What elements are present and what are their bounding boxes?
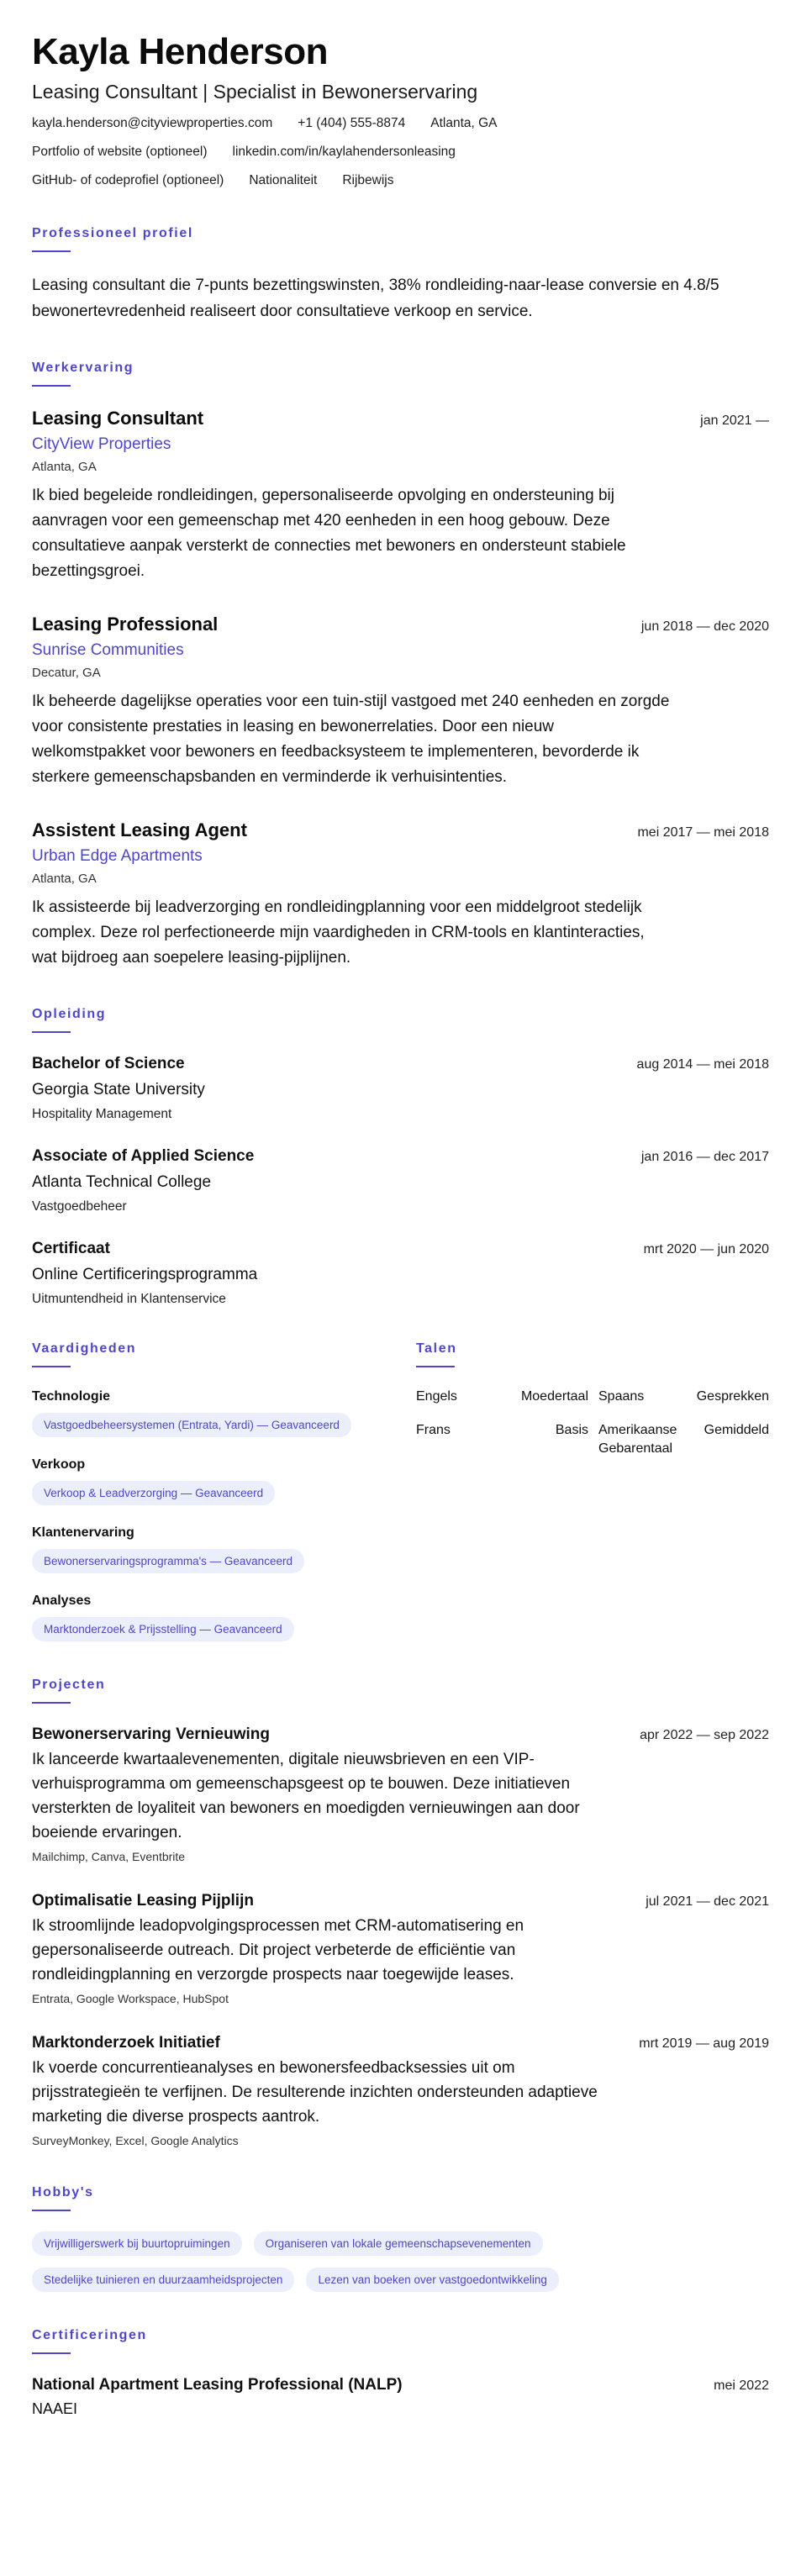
education-section	[32, 1006, 769, 1309]
job-title: Leasing Consultant	[32, 408, 204, 429]
nationality: Nationaliteit	[249, 173, 318, 187]
skill-chip: Bewonerservaringsprogramma's — Geavanceerd	[32, 1549, 304, 1573]
projects-section	[32, 1677, 769, 2149]
section-title: Certificeringen	[32, 2328, 147, 2342]
project-entry	[32, 1890, 769, 2007]
section-title: Opleiding	[32, 1007, 107, 1021]
project-date: jul 2021 — dec 2021	[646, 1894, 769, 1909]
section-divider	[32, 2352, 71, 2354]
job-location: Atlanta, GA	[32, 460, 97, 474]
job-entry	[32, 819, 769, 971]
job-location: Decatur, GA	[32, 666, 101, 680]
hobby-chip: Stedelijke tuinieren en duurzaamheidsprojecten	[32, 2268, 294, 2292]
field-of-study: Hospitality Management	[32, 1107, 172, 1121]
project-entry	[32, 1724, 769, 1865]
job-date: jun 2018 — dec 2020	[640, 619, 769, 634]
linkedin-link[interactable]: linkedin.com/in/kaylahendersonleasing	[232, 145, 456, 159]
section-divider	[416, 1366, 455, 1367]
language-level: Basis	[555, 1423, 588, 1437]
skill-category: Analyses	[32, 1594, 92, 1608]
education-entry	[32, 1238, 769, 1309]
skill-group	[32, 1388, 385, 1437]
education-date: aug 2014 — mei 2018	[636, 1057, 769, 1072]
skill-category: Klantenervaring	[32, 1525, 134, 1540]
school: Online Certificeringsprogramma	[32, 1266, 258, 1283]
hobby-chips	[32, 2231, 671, 2292]
degree: Certificaat	[32, 1240, 110, 1257]
skill-group	[32, 1456, 385, 1505]
language-level: Gesprekken	[696, 1389, 769, 1404]
location: Atlanta, GA	[430, 116, 498, 130]
skill-chip: Verkoop & Leadverzorging — Geavanceerd	[32, 1481, 275, 1505]
section-title: Projecten	[32, 1678, 106, 1692]
project-title: Marktonderzoek Initiatief	[32, 2034, 220, 2052]
skill-category: Verkoop	[32, 1457, 86, 1472]
projects-list	[32, 1724, 769, 2149]
hobbies-section	[32, 2184, 769, 2292]
profile-summary: Leasing consultant die 7-punts bezettingswinsten, 38% rondleiding-naar-lease conversie en 4.8/5 bewonertevredenheid realiseert door consultatieve verkoop en service.	[32, 277, 719, 320]
hobby-chip: Organiseren van lokale gemeenschapsevenementen	[254, 2231, 543, 2256]
certification-list	[32, 2374, 769, 2420]
languages-list	[416, 1388, 769, 1458]
company-name: Urban Edge Apartments	[32, 847, 203, 865]
profile-section	[32, 225, 769, 324]
project-entry	[32, 2032, 769, 2149]
languages-section	[416, 1341, 769, 1641]
section-title: Talen	[416, 1341, 457, 1356]
skill-category: Technologie	[32, 1389, 111, 1404]
contact-row-2	[32, 143, 769, 161]
job-title: Assistent Leasing Agent	[32, 819, 247, 840]
project-title: Bewonerservaring Vernieuwing	[32, 1725, 270, 1743]
headline: Leasing Consultant | Specialist in Bewonerservaring	[32, 81, 478, 103]
project-date: mrt 2019 — aug 2019	[639, 2036, 769, 2051]
company-name: CityView Properties	[32, 435, 171, 453]
language-level: Gemiddeld	[704, 1423, 769, 1437]
contact-row-3	[32, 171, 769, 190]
github-link[interactable]: GitHub- of codeprofiel (optioneel)	[32, 173, 224, 187]
section-title: Hobby's	[32, 2185, 94, 2199]
certification-date: mei 2022	[714, 2378, 769, 2393]
job-entry	[32, 613, 769, 790]
skill-chip: Vastgoedbeheersystemen (Entrata, Yardi) — Geavanceerd	[32, 1413, 351, 1437]
job-date: jan 2021 —	[700, 414, 769, 428]
project-title: Optimalisatie Leasing Pijplijn	[32, 1892, 254, 1910]
project-description: Ik voerde concurrentieanalyses en bewonersfeedbacksessies uit om prijsstrategieën te verfijnen. De resulterende inzichten ondersteunden adaptieve marketing die diverse prospects aantrok.	[32, 2059, 598, 2126]
hobby-chip: Lezen van boeken over vastgoedontwikkeling	[306, 2268, 558, 2292]
job-description: Ik assisteerde bij leadverzorging en rondleidingplanning voor een middelgroot stedelijk complex. Deze rol perfectioneerde mijn vaardigheden in CRM-tools en klantinteracties, wat bijdroeg aan soepelere leasing-pijplijnen.	[32, 898, 645, 967]
language-name: Engels	[416, 1389, 457, 1404]
education-date: mrt 2020 — jun 2020	[643, 1242, 769, 1256]
field-of-study: Uitmuntendheid in Klantenservice	[32, 1292, 226, 1306]
project-tools: SurveyMonkey, Excel, Google Analytics	[32, 2134, 239, 2147]
language-name: Spaans	[598, 1389, 645, 1404]
section-divider	[32, 385, 71, 387]
project-description: Ik lanceerde kwartaalevenementen, digitale nieuwsbrieven en een VIP-verhuisprogramma om gemeenschapsgeest op te bouwen. Deze initiatieven versterkten de loyaliteit van bewoners en moedigden vernieuwingen aan door boeiende ervaringen.	[32, 1751, 580, 1841]
certification-entry	[32, 2374, 769, 2420]
section-title: Professioneel profiel	[32, 226, 193, 240]
job-entry	[32, 407, 769, 584]
certification-title: National Apartment Leasing Professional (NALP)	[32, 2376, 403, 2394]
skills-list	[32, 1388, 385, 1641]
section-title: Vaardigheden	[32, 1341, 137, 1356]
education-entry	[32, 1053, 769, 1124]
email[interactable]: kayla.henderson@cityviewproperties.com	[32, 116, 273, 130]
section-divider	[32, 1366, 71, 1367]
experience-list	[32, 407, 769, 971]
phone[interactable]: +1 (404) 555-8874	[298, 116, 406, 130]
certification-issuer: NAAEI	[32, 2400, 78, 2417]
job-location: Atlanta, GA	[32, 872, 97, 886]
company-name: Sunrise Communities	[32, 641, 184, 659]
drivers-license: Rijbewijs	[342, 173, 394, 187]
resume-header	[32, 30, 769, 190]
hobby-chip: Vrijwilligerswerk bij buurtopruimingen	[32, 2231, 242, 2256]
field-of-study: Vastgoedbeheer	[32, 1199, 127, 1214]
job-description: Ik bied begeleide rondleidingen, gepersonaliseerde opvolging en ondersteuning bij aanvragen voor een gemeenschap met 420 eenheden in een hoog gebouw. Deze consultatieve aanpak versterkt de connecties met bewoners en ondersteunt stabiele bezettingsgroei.	[32, 487, 626, 580]
certifications-section	[32, 2327, 769, 2420]
section-divider	[32, 1702, 71, 1704]
project-tools: Mailchimp, Canva, Eventbrite	[32, 1850, 186, 1863]
section-divider	[32, 250, 71, 252]
experience-section	[32, 360, 769, 971]
contact-row-1	[32, 114, 769, 133]
school: Georgia State University	[32, 1081, 205, 1098]
section-divider	[32, 2210, 71, 2211]
section-divider	[32, 1031, 71, 1033]
skills-languages-row	[32, 1341, 769, 1641]
job-title: Leasing Professional	[32, 614, 219, 635]
education-list	[32, 1053, 769, 1309]
skill-chip: Marktonderzoek & Prijsstelling — Geavanceerd	[32, 1617, 294, 1641]
job-date: mei 2017 — mei 2018	[637, 825, 769, 840]
section-title: Werkervaring	[32, 361, 134, 375]
degree: Bachelor of Science	[32, 1055, 185, 1072]
project-date: apr 2022 — sep 2022	[640, 1728, 769, 1742]
skills-section	[32, 1341, 385, 1641]
education-date: jan 2016 — dec 2017	[640, 1150, 769, 1164]
education-entry	[32, 1146, 769, 1216]
candidate-name: Kayla Henderson	[32, 31, 328, 72]
skill-group	[32, 1592, 385, 1641]
project-tools: Entrata, Google Workspace, HubSpot	[32, 1992, 229, 2005]
language-name: Amerikaanse Gebarentaal	[598, 1423, 677, 1456]
job-description: Ik beheerde dagelijkse operaties voor een tuin-stijl vastgoed met 240 eenheden en zorgde voor consistente prestaties in leasing en bewonerrelaties. Door een nieuw welkomstpakket voor bewoners en feedbacksysteem te implementeren, bevorderde ik sterkere gemeenschapsbanden en verminderde ik verhuisintenties.	[32, 693, 670, 786]
school: Atlanta Technical College	[32, 1173, 212, 1191]
project-description: Ik stroomlijnde leadopvolgingsprocessen met CRM-automatisering en gepersonaliseerde outreach. Dit project verbeterde de efficiëntie van rondleidingplanning en verzorgde prospects naar toegewijde leases.	[32, 1917, 524, 1983]
language-level: Moedertaal	[520, 1389, 588, 1404]
language-name: Frans	[416, 1423, 451, 1437]
portfolio-link[interactable]: Portfolio of website (optioneel)	[32, 145, 208, 159]
skill-group	[32, 1524, 385, 1573]
degree: Associate of Applied Science	[32, 1147, 255, 1165]
